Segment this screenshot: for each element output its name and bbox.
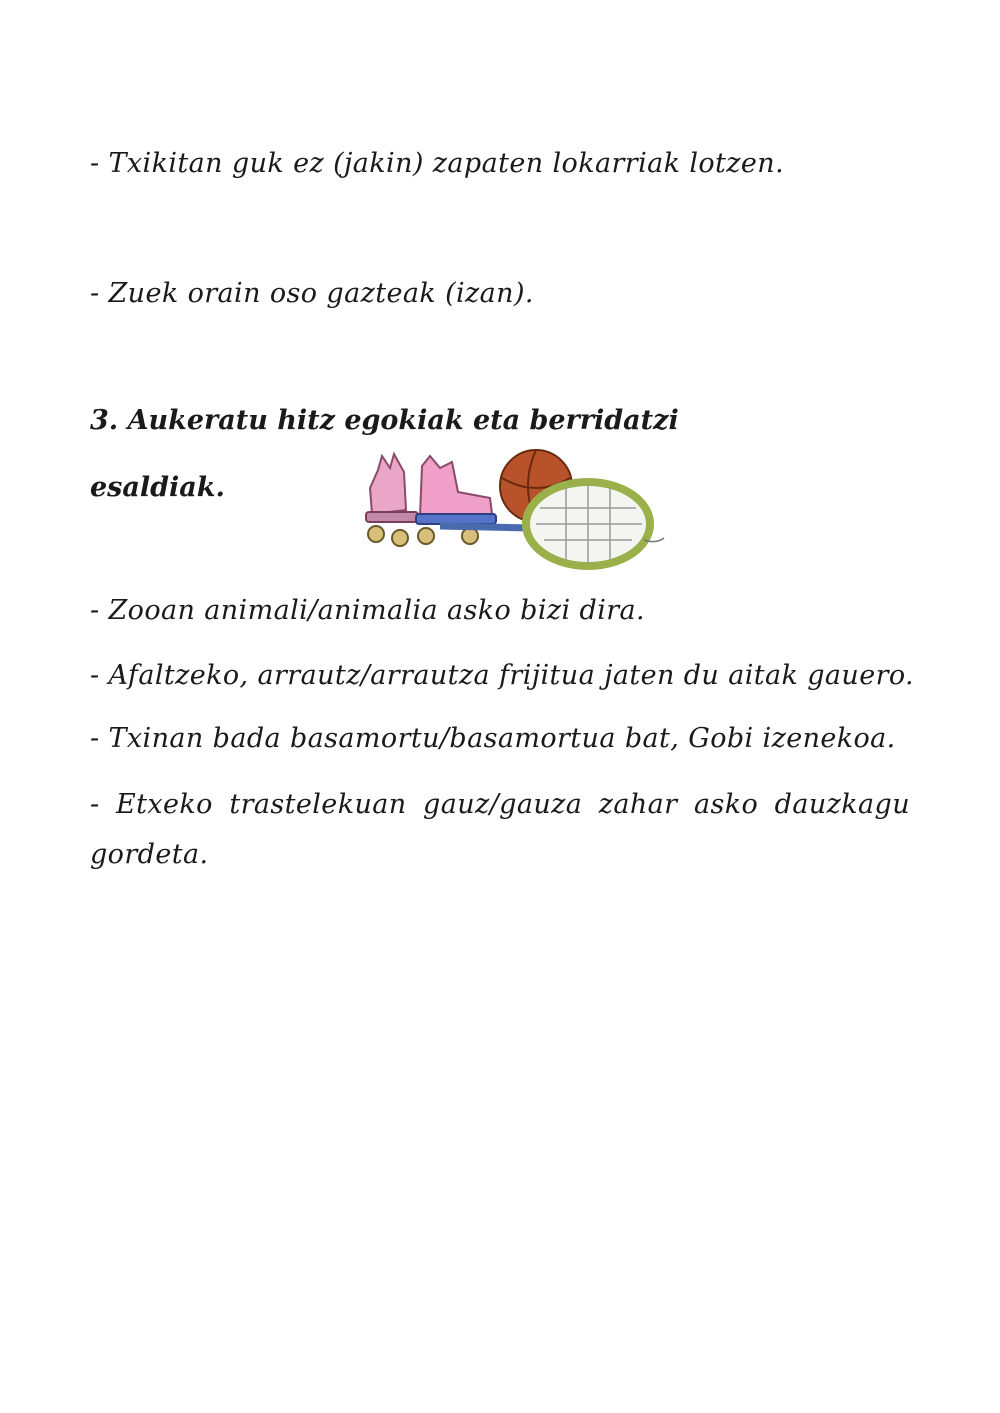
roller-skate-icon [366, 454, 418, 546]
exercise-line: - Zuek orain oso gazteak (izan). [90, 278, 534, 309]
exercise-sentence: - Txinan bada basamortu/basamortua bat, Gobi izenekoa. [90, 723, 896, 754]
exercise-sentence: - Zooan animali/animalia asko bizi dira. [90, 595, 646, 626]
exercise-sentence: - Etxeko trastelekuan gauz/gauza zahar asko dauzkagu gordeta. [90, 789, 910, 870]
roller-skate-icon [416, 456, 496, 544]
exercise-heading: 3. Aukeratu hitz egokiak eta berridatzi [90, 405, 679, 436]
exercise-heading-continued: esaldiak. [90, 472, 225, 503]
exercise-sentence: - Afaltzeko, arrautz/arrautza frijitua jaten du aitak gauero. [90, 660, 915, 691]
sports-equipment-icon [360, 448, 670, 573]
exercise-line: - Txikitan guk ez (jakin) zapaten lokarriak lotzen. [90, 148, 785, 179]
